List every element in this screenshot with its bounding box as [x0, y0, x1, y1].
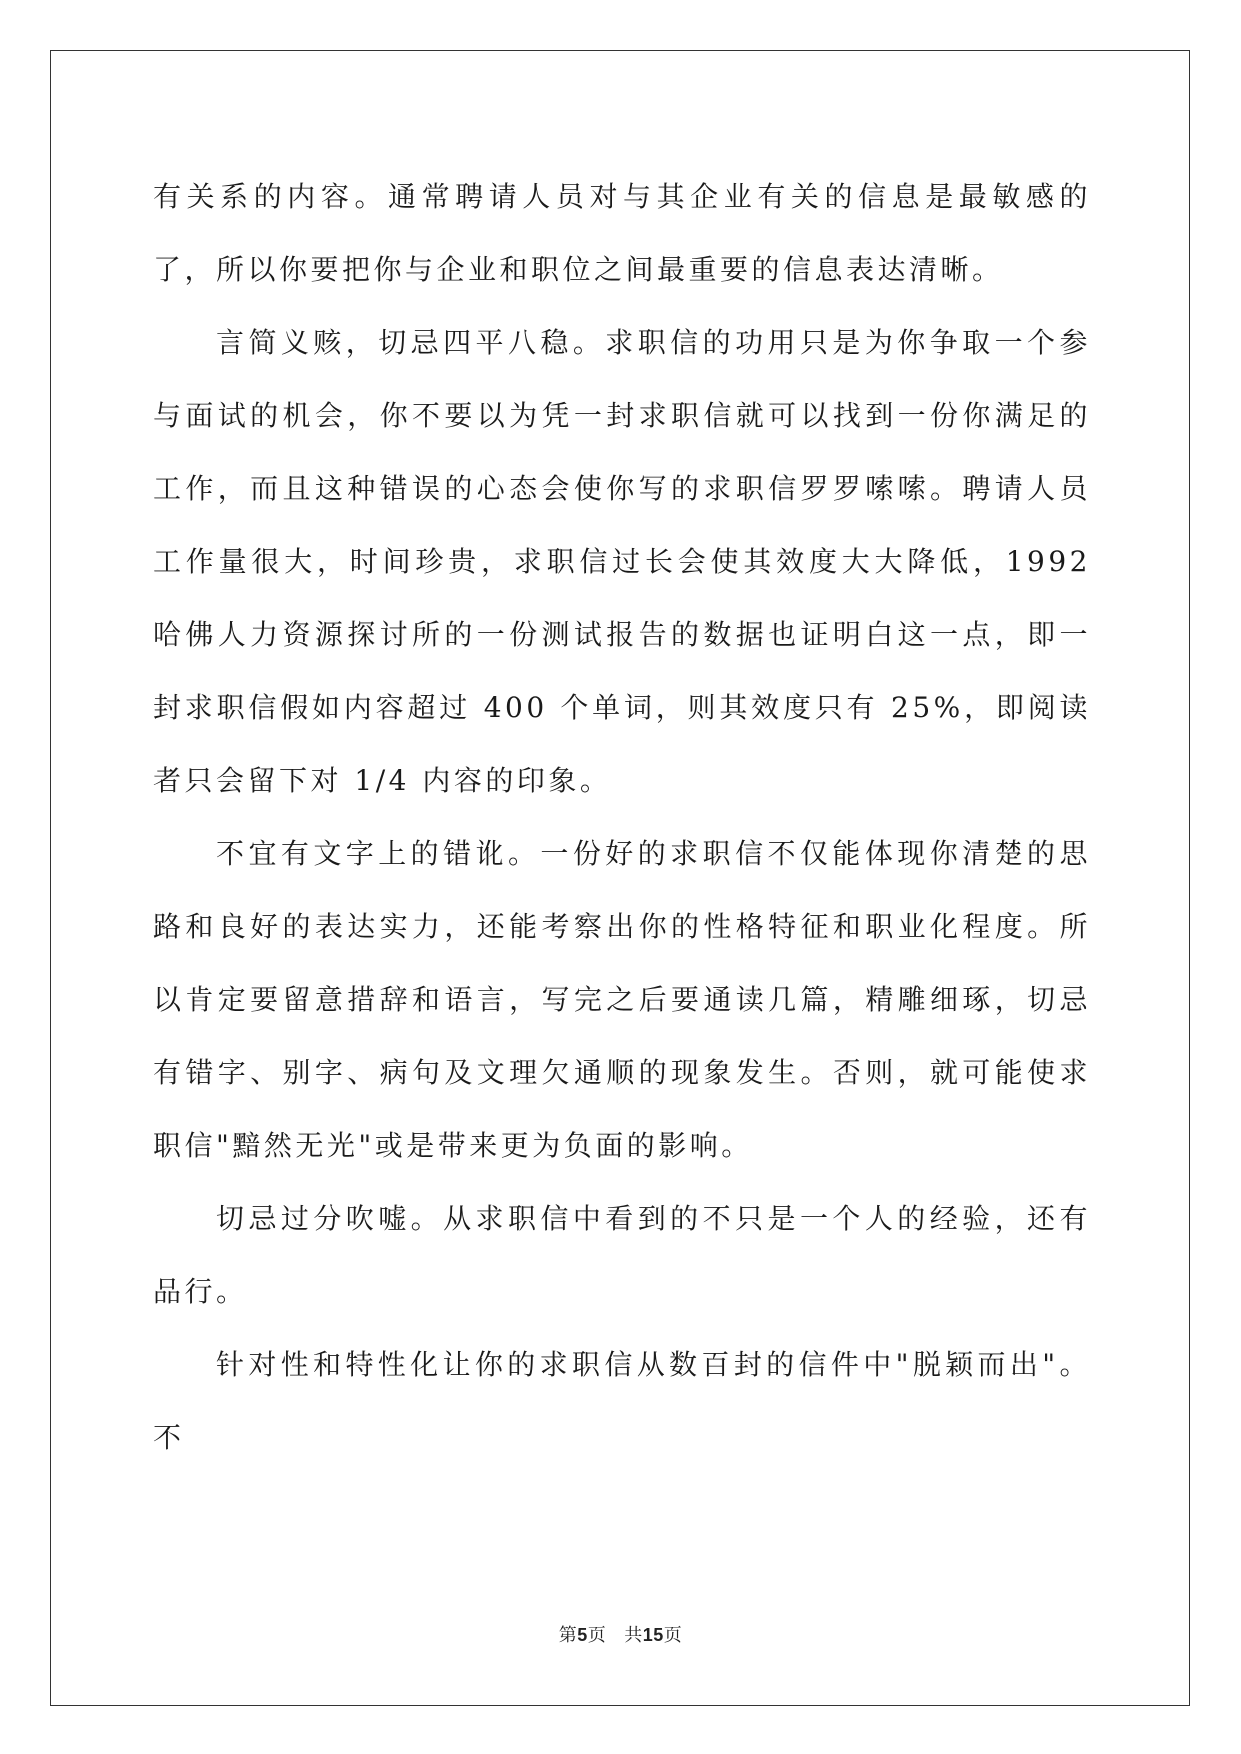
- document-body: [153, 160, 1091, 1474]
- page-label-prefix: 第: [558, 1625, 578, 1646]
- paragraph: 切忌过分吹嘘。从求职信中看到的不只是一个人的经验，还有品行。: [153, 1202, 1091, 1308]
- paragraph: 有关系的内容。通常聘请人员对与其企业有关的信息是最敏感的了，所以你要把你与企业和职位之间最重要的信息表达清晰。: [153, 180, 1091, 286]
- paragraph: 针对性和特性化让你的求职信从数百封的信件中"脱颖而出"。不: [153, 1348, 1091, 1454]
- total-label-prefix: 共: [624, 1625, 643, 1646]
- page-footer: [0, 1621, 1241, 1647]
- page-label-suffix: 页: [587, 1625, 607, 1646]
- paragraph: 言简义赅，切忌四平八稳。求职信的功用只是为你争取一个参与面试的机会，你不要以为凭一封求职信就可以找到一份你满足的工作，而且这种错误的心态会使你写的求职信罗罗嗦嗦。聘请人员工作量很大，时间珍贵，求职信过长会使其效度大大降低，1992 哈佛人力资源探讨所的一份测试报告的数据也证明白这一点，即一封求职信假如内容超过 400 个单词，则其效度只有 25%，即阅读者只会留下对 1/4 内容的印象。: [153, 326, 1091, 797]
- total-label-suffix: 页: [663, 1625, 683, 1646]
- paragraph: 不宜有文字上的错讹。一份好的求职信不仅能体现你清楚的思路和良好的表达实力，还能考察出你的性格特征和职业化程度。所以肯定要留意措辞和语言，写完之后要通读几篇，精雕细琢，切忌有错字、别字、病句及文理欠通顺的现象发生。否则，就可能使求职信"黯然无光"或是带来更为负面的影响。: [153, 837, 1091, 1162]
- page-number: 5: [577, 1625, 588, 1645]
- total-pages: 15: [642, 1625, 664, 1645]
